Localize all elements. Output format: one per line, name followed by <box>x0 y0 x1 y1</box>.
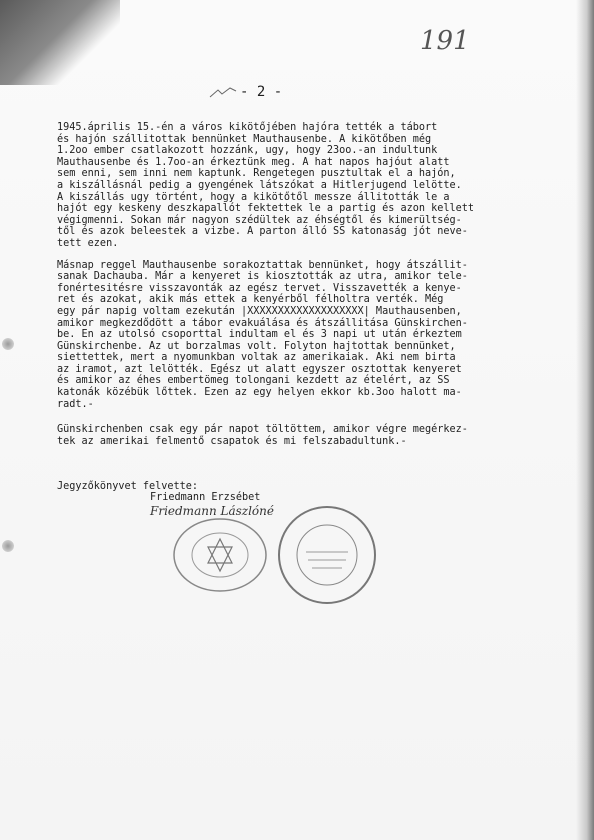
paragraph-3 <box>57 424 567 447</box>
paragraph-1 <box>57 122 567 250</box>
page-corner-shadow <box>0 0 120 85</box>
testimony-text <box>57 122 567 447</box>
text-line: sem enni, sem inni nem kaptunk. Rengetegen pusztultak el a hajón, <box>57 168 456 180</box>
jewish-agency-stamp <box>272 500 382 610</box>
text-line: Günskirchenbe. Az ut borzalmas volt. Folyton hajtottak bennünket, <box>57 340 456 352</box>
text-line: hajót egy keskeny deszkapallót fektettek le a partig és azon kellett <box>57 203 475 215</box>
text-line-struck: egy pár napig voltam ezekután |XXXXXXXXXXXXXXXXXXX| Mauthausenben, <box>57 305 462 317</box>
text-line: végigmenni. Sokan már nagyon szédültek az éhségtől és kimerültség- <box>57 214 462 226</box>
page-number: - 2 - <box>240 84 283 100</box>
text-line: katonák közébük lőttek. Ezen az egy helyen ekkor kb.3oo halott ma- <box>57 387 462 399</box>
text-line: Günskirchenben csak egy pár napot töltöttem, amikor végre megérkez- <box>57 424 468 436</box>
text-line: fonértesitésre visszavonták az egész tervet. Visszavették a kenye- <box>57 282 462 294</box>
text-line: 1945.április 15.-én a város kikötőjében hajóra tették a tábort <box>57 122 438 133</box>
text-line: az iramot, azt lelötték. Egész ut alatt egyszer osztottak kenyeret <box>57 363 462 375</box>
page-edge-shadow <box>576 0 594 840</box>
punch-hole-icon <box>2 338 14 350</box>
text-line: amikor megkezdődött a tábor evakuálása és átszállitása Günskirchen- <box>57 317 468 329</box>
text-line: sanak Dachauba. Már a kenyeret is kiosztották az utra, amikor tele- <box>57 271 468 283</box>
text-line: 1.2oo ember csatlakozott hozzánk, ugy, hogy 23oo.-an indultunk <box>57 145 438 157</box>
typed-signature: Friedmann Erzsébet <box>150 492 261 503</box>
text-line: Másnap reggel Mauthausenbe sorakoztattak bennünket, hogy átszállit- <box>57 259 468 271</box>
text-line: és amikor az éhes embertömeg tolongani kezdett az ételért, az SS <box>57 375 450 387</box>
punch-hole-icon <box>2 540 14 552</box>
text-line: ret és azokat, akik más ettek a kenyérből félholtra verték. Még <box>57 294 444 306</box>
aid-committee-stamp <box>170 515 270 595</box>
text-line: radt.- <box>57 398 94 410</box>
paragraph-2 <box>57 260 567 411</box>
text-line: tett ezen. <box>57 237 119 249</box>
text-line: A kiszállás ugy történt, hogy a kikötőtől messze állitották le a <box>57 191 450 203</box>
text-line: és hajón szállitottak bennünket Mauthausenbe. A kikötőben még <box>57 133 432 145</box>
text-line: től és azok beleestek a vizbe. A parton álló SS katonaság jót neve- <box>57 226 468 238</box>
folio-number: 191 <box>420 26 470 56</box>
pencil-mark-icon <box>208 86 238 100</box>
text-line: Mauthausenbe és 1.7oo-an érkeztünk meg. A hat napos hajóut alatt <box>57 156 450 168</box>
text-line: tek az amerikai felmentő csapatok és mi felszabadultunk.- <box>57 435 407 447</box>
text-line: siettettek, mert a nyomunkban voltak az amerikaiak. Aki nem birta <box>57 352 456 364</box>
text-line: be. En az utolsó csoporttal indultam el és 3 napi ut után érkeztem <box>57 329 462 341</box>
text-line: a kiszállásnál pedig a gyengének látszókat a Hitlerjugend lelötte. <box>57 179 462 191</box>
handwritten-signature: Friedmann Lászlóné <box>150 504 274 518</box>
recorded-by-label: Jegyzőkönyvet felvette: <box>57 481 199 492</box>
